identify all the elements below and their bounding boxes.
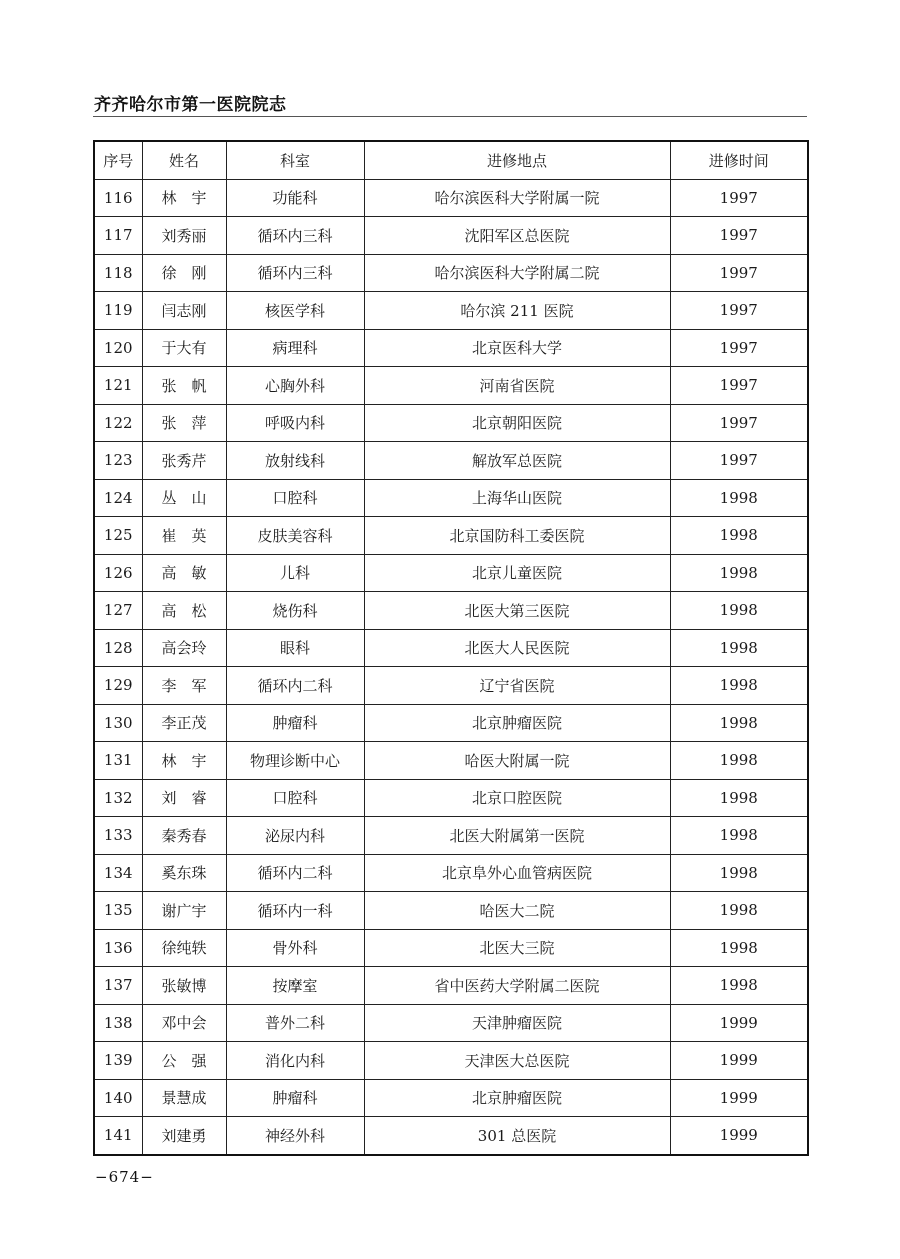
cell-seq: 127 <box>94 592 142 630</box>
cell-dept: 消化内科 <box>226 1042 364 1080</box>
cell-seq: 120 <box>94 329 142 367</box>
cell-place: 北京肿瘤医院 <box>364 704 670 742</box>
table-row <box>94 929 808 967</box>
cell-year: 1998 <box>670 779 808 817</box>
cell-place: 北京阜外心血管病医院 <box>364 854 670 892</box>
cell-name: 徐纯轶 <box>142 929 226 967</box>
table-row <box>94 367 808 405</box>
cell-name: 景慧成 <box>142 1079 226 1117</box>
cell-year: 1997 <box>670 404 808 442</box>
cell-name: 张敏博 <box>142 967 226 1005</box>
cell-name: 张 萍 <box>142 404 226 442</box>
cell-place: 北京国防科工委医院 <box>364 517 670 555</box>
table-row <box>94 217 808 255</box>
cell-year: 1998 <box>670 629 808 667</box>
cell-seq: 136 <box>94 929 142 967</box>
cell-name: 闫志刚 <box>142 292 226 330</box>
cell-dept: 循环内三科 <box>226 217 364 255</box>
column-header-dept: 科室 <box>226 141 364 179</box>
cell-seq: 118 <box>94 254 142 292</box>
table-row <box>94 779 808 817</box>
cell-place: 北医大附属第一医院 <box>364 817 670 855</box>
cell-name: 刘 睿 <box>142 779 226 817</box>
cell-seq: 124 <box>94 479 142 517</box>
cell-place: 哈医大附属一院 <box>364 742 670 780</box>
table-row <box>94 704 808 742</box>
table-row <box>94 854 808 892</box>
cell-seq: 126 <box>94 554 142 592</box>
column-header-place: 进修地点 <box>364 141 670 179</box>
cell-place: 天津医大总医院 <box>364 1042 670 1080</box>
cell-place: 河南省医院 <box>364 367 670 405</box>
table-row <box>94 1117 808 1155</box>
cell-place: 省中医药大学附属二医院 <box>364 967 670 1005</box>
cell-dept: 口腔科 <box>226 479 364 517</box>
cell-seq: 140 <box>94 1079 142 1117</box>
cell-year: 1999 <box>670 1042 808 1080</box>
cell-place: 上海华山医院 <box>364 479 670 517</box>
cell-seq: 123 <box>94 442 142 480</box>
cell-dept: 儿科 <box>226 554 364 592</box>
table-row <box>94 967 808 1005</box>
cell-seq: 116 <box>94 179 142 217</box>
cell-dept: 循环内一科 <box>226 892 364 930</box>
cell-name: 于大有 <box>142 329 226 367</box>
cell-year: 1999 <box>670 1004 808 1042</box>
cell-seq: 137 <box>94 967 142 1005</box>
cell-place: 北京口腔医院 <box>364 779 670 817</box>
cell-year: 1997 <box>670 217 808 255</box>
cell-dept: 骨外科 <box>226 929 364 967</box>
cell-seq: 141 <box>94 1117 142 1155</box>
table-row <box>94 1079 808 1117</box>
cell-seq: 130 <box>94 704 142 742</box>
cell-name: 高会玲 <box>142 629 226 667</box>
cell-dept: 循环内二科 <box>226 854 364 892</box>
table-row <box>94 329 808 367</box>
cell-name: 张 帆 <box>142 367 226 405</box>
cell-place: 301 总医院 <box>364 1117 670 1155</box>
cell-place: 哈医大二院 <box>364 892 670 930</box>
cell-place: 沈阳军区总医院 <box>364 217 670 255</box>
cell-name: 张秀芹 <box>142 442 226 480</box>
table-row <box>94 817 808 855</box>
cell-year: 1997 <box>670 292 808 330</box>
cell-seq: 133 <box>94 817 142 855</box>
table-row <box>94 592 808 630</box>
cell-year: 1998 <box>670 554 808 592</box>
cell-year: 1998 <box>670 817 808 855</box>
cell-seq: 125 <box>94 517 142 555</box>
cell-place: 北京医科大学 <box>364 329 670 367</box>
cell-dept: 物理诊断中心 <box>226 742 364 780</box>
cell-name: 刘建勇 <box>142 1117 226 1155</box>
cell-place: 天津肿瘤医院 <box>364 1004 670 1042</box>
cell-place: 北医大第三医院 <box>364 592 670 630</box>
cell-place: 解放军总医院 <box>364 442 670 480</box>
cell-year: 1999 <box>670 1079 808 1117</box>
cell-year: 1997 <box>670 367 808 405</box>
cell-year: 1998 <box>670 742 808 780</box>
cell-dept: 神经外科 <box>226 1117 364 1155</box>
cell-place: 哈尔滨医科大学附属一院 <box>364 179 670 217</box>
cell-place: 哈尔滨医科大学附属二院 <box>364 254 670 292</box>
cell-name: 李正茂 <box>142 704 226 742</box>
cell-year: 1998 <box>670 479 808 517</box>
cell-name: 高 敏 <box>142 554 226 592</box>
cell-name: 奚东珠 <box>142 854 226 892</box>
cell-name: 林 宇 <box>142 742 226 780</box>
cell-dept: 烧伤科 <box>226 592 364 630</box>
cell-seq: 139 <box>94 1042 142 1080</box>
cell-name: 秦秀春 <box>142 817 226 855</box>
cell-seq: 129 <box>94 667 142 705</box>
cell-name: 徐 刚 <box>142 254 226 292</box>
table-row <box>94 479 808 517</box>
cell-dept: 循环内二科 <box>226 667 364 705</box>
cell-name: 谢广宇 <box>142 892 226 930</box>
cell-seq: 135 <box>94 892 142 930</box>
cell-dept: 病理科 <box>226 329 364 367</box>
cell-seq: 121 <box>94 367 142 405</box>
cell-dept: 心胸外科 <box>226 367 364 405</box>
cell-dept: 肿瘤科 <box>226 704 364 742</box>
cell-seq: 122 <box>94 404 142 442</box>
table-row <box>94 742 808 780</box>
table-row <box>94 554 808 592</box>
cell-year: 1998 <box>670 892 808 930</box>
cell-place: 北京朝阳医院 <box>364 404 670 442</box>
cell-dept: 眼科 <box>226 629 364 667</box>
table-row <box>94 404 808 442</box>
cell-seq: 131 <box>94 742 142 780</box>
table-row <box>94 292 808 330</box>
cell-year: 1999 <box>670 1117 808 1155</box>
cell-name: 林 宇 <box>142 179 226 217</box>
cell-dept: 泌尿内科 <box>226 817 364 855</box>
table-row <box>94 254 808 292</box>
cell-name: 邓中会 <box>142 1004 226 1042</box>
cell-year: 1998 <box>670 929 808 967</box>
cell-year: 1998 <box>670 967 808 1005</box>
cell-year: 1997 <box>670 442 808 480</box>
cell-dept: 肿瘤科 <box>226 1079 364 1117</box>
table-row <box>94 892 808 930</box>
cell-year: 1997 <box>670 329 808 367</box>
table-row <box>94 1042 808 1080</box>
cell-name: 李 军 <box>142 667 226 705</box>
cell-dept: 按摩室 <box>226 967 364 1005</box>
table-body <box>94 179 808 1155</box>
cell-seq: 128 <box>94 629 142 667</box>
cell-seq: 119 <box>94 292 142 330</box>
cell-year: 1997 <box>670 254 808 292</box>
cell-year: 1998 <box>670 704 808 742</box>
cell-place: 哈尔滨 211 医院 <box>364 292 670 330</box>
training-roster-table <box>93 140 809 1156</box>
cell-seq: 138 <box>94 1004 142 1042</box>
cell-name: 公 强 <box>142 1042 226 1080</box>
cell-dept: 核医学科 <box>226 292 364 330</box>
cell-place: 北医大三院 <box>364 929 670 967</box>
cell-year: 1997 <box>670 179 808 217</box>
cell-year: 1998 <box>670 667 808 705</box>
table-row <box>94 667 808 705</box>
cell-dept: 放射线科 <box>226 442 364 480</box>
header-divider <box>93 116 807 117</box>
cell-place: 北医大人民医院 <box>364 629 670 667</box>
column-header-name: 姓名 <box>142 141 226 179</box>
cell-year: 1998 <box>670 592 808 630</box>
cell-dept: 循环内三科 <box>226 254 364 292</box>
cell-name: 刘秀丽 <box>142 217 226 255</box>
column-header-seq: 序号 <box>94 141 142 179</box>
table-row <box>94 629 808 667</box>
cell-dept: 口腔科 <box>226 779 364 817</box>
page-number: −674− <box>95 1168 154 1186</box>
cell-seq: 134 <box>94 854 142 892</box>
running-header-title: 齐齐哈尔市第一医院院志 <box>94 95 287 115</box>
cell-year: 1998 <box>670 517 808 555</box>
cell-dept: 皮肤美容科 <box>226 517 364 555</box>
table-row <box>94 179 808 217</box>
table-row <box>94 1004 808 1042</box>
cell-dept: 功能科 <box>226 179 364 217</box>
cell-year: 1998 <box>670 854 808 892</box>
cell-place: 北京肿瘤医院 <box>364 1079 670 1117</box>
table-header-row <box>94 141 808 179</box>
table-row <box>94 442 808 480</box>
column-header-time: 进修时间 <box>670 141 808 179</box>
cell-name: 崔 英 <box>142 517 226 555</box>
cell-dept: 普外二科 <box>226 1004 364 1042</box>
cell-name: 丛 山 <box>142 479 226 517</box>
cell-seq: 117 <box>94 217 142 255</box>
cell-place: 辽宁省医院 <box>364 667 670 705</box>
table-row <box>94 517 808 555</box>
cell-place: 北京儿童医院 <box>364 554 670 592</box>
cell-seq: 132 <box>94 779 142 817</box>
cell-dept: 呼吸内科 <box>226 404 364 442</box>
cell-name: 高 松 <box>142 592 226 630</box>
